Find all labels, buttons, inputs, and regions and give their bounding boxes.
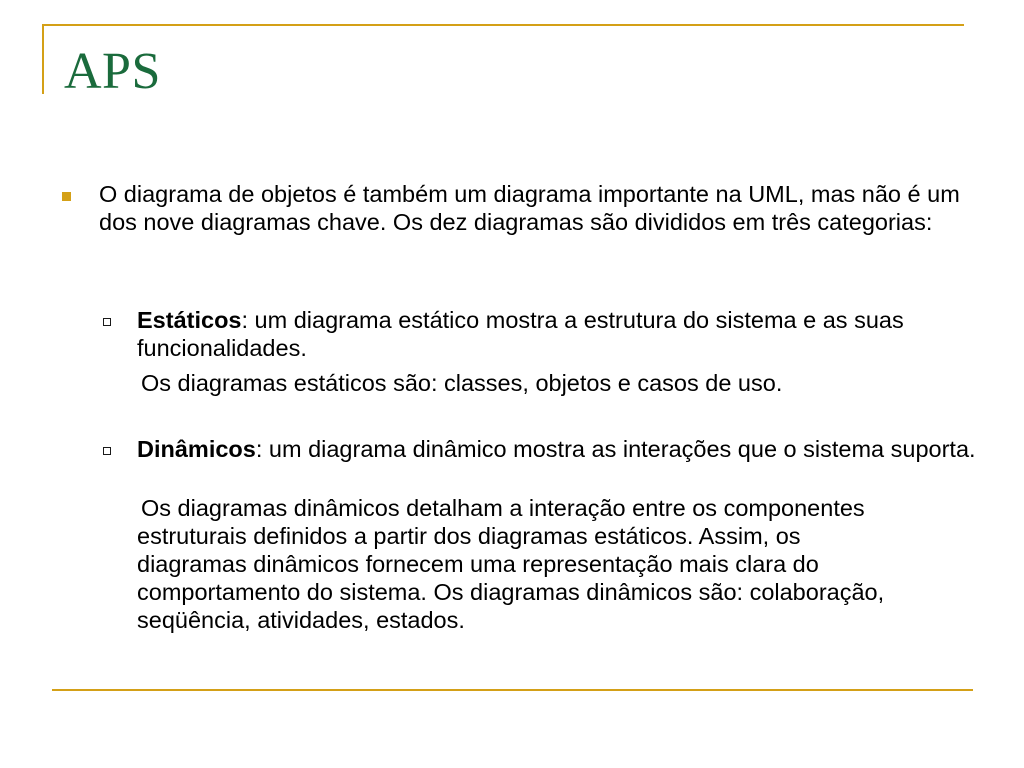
- footer-divider-line: [52, 689, 973, 691]
- dynamic-term: Dinâmicos: [137, 436, 256, 462]
- hollow-square-bullet-icon: [103, 318, 111, 326]
- static-item: [137, 306, 977, 362]
- slide-title: APS: [64, 43, 161, 100]
- static-detail: Os diagramas estáticos são: classes, objetos e casos de uso.: [141, 370, 783, 396]
- static-definition: : um diagrama estático mostra a estrutura do sistema e as suas funcionalidades.: [137, 307, 904, 361]
- title-frame-top-line: [42, 24, 964, 26]
- dynamic-item: [137, 435, 977, 463]
- intro-paragraph: O diagrama de objetos é também um diagrama importante na UML, mas não é um dos nove diagramas chave. Os dez diagramas são divididos em três categorias:: [99, 181, 960, 235]
- title-frame-left-line: [42, 24, 44, 94]
- hollow-square-bullet-icon: [103, 447, 111, 455]
- static-term: Estáticos: [137, 307, 242, 333]
- dynamic-detail: Os diagramas dinâmicos detalham a interação entre os componentes estruturais definidos a partir dos diagramas estáticos. Assim, os diagramas dinâmicos fornecem uma representação mais clara do comportamento do sistema. Os diagramas dinâmicos são: colaboração, seqüência, atividades, estados.: [137, 495, 885, 633]
- dynamic-definition: : um diagrama dinâmico mostra as interações que o sistema suporta.: [255, 436, 976, 462]
- square-bullet-icon: [62, 192, 71, 201]
